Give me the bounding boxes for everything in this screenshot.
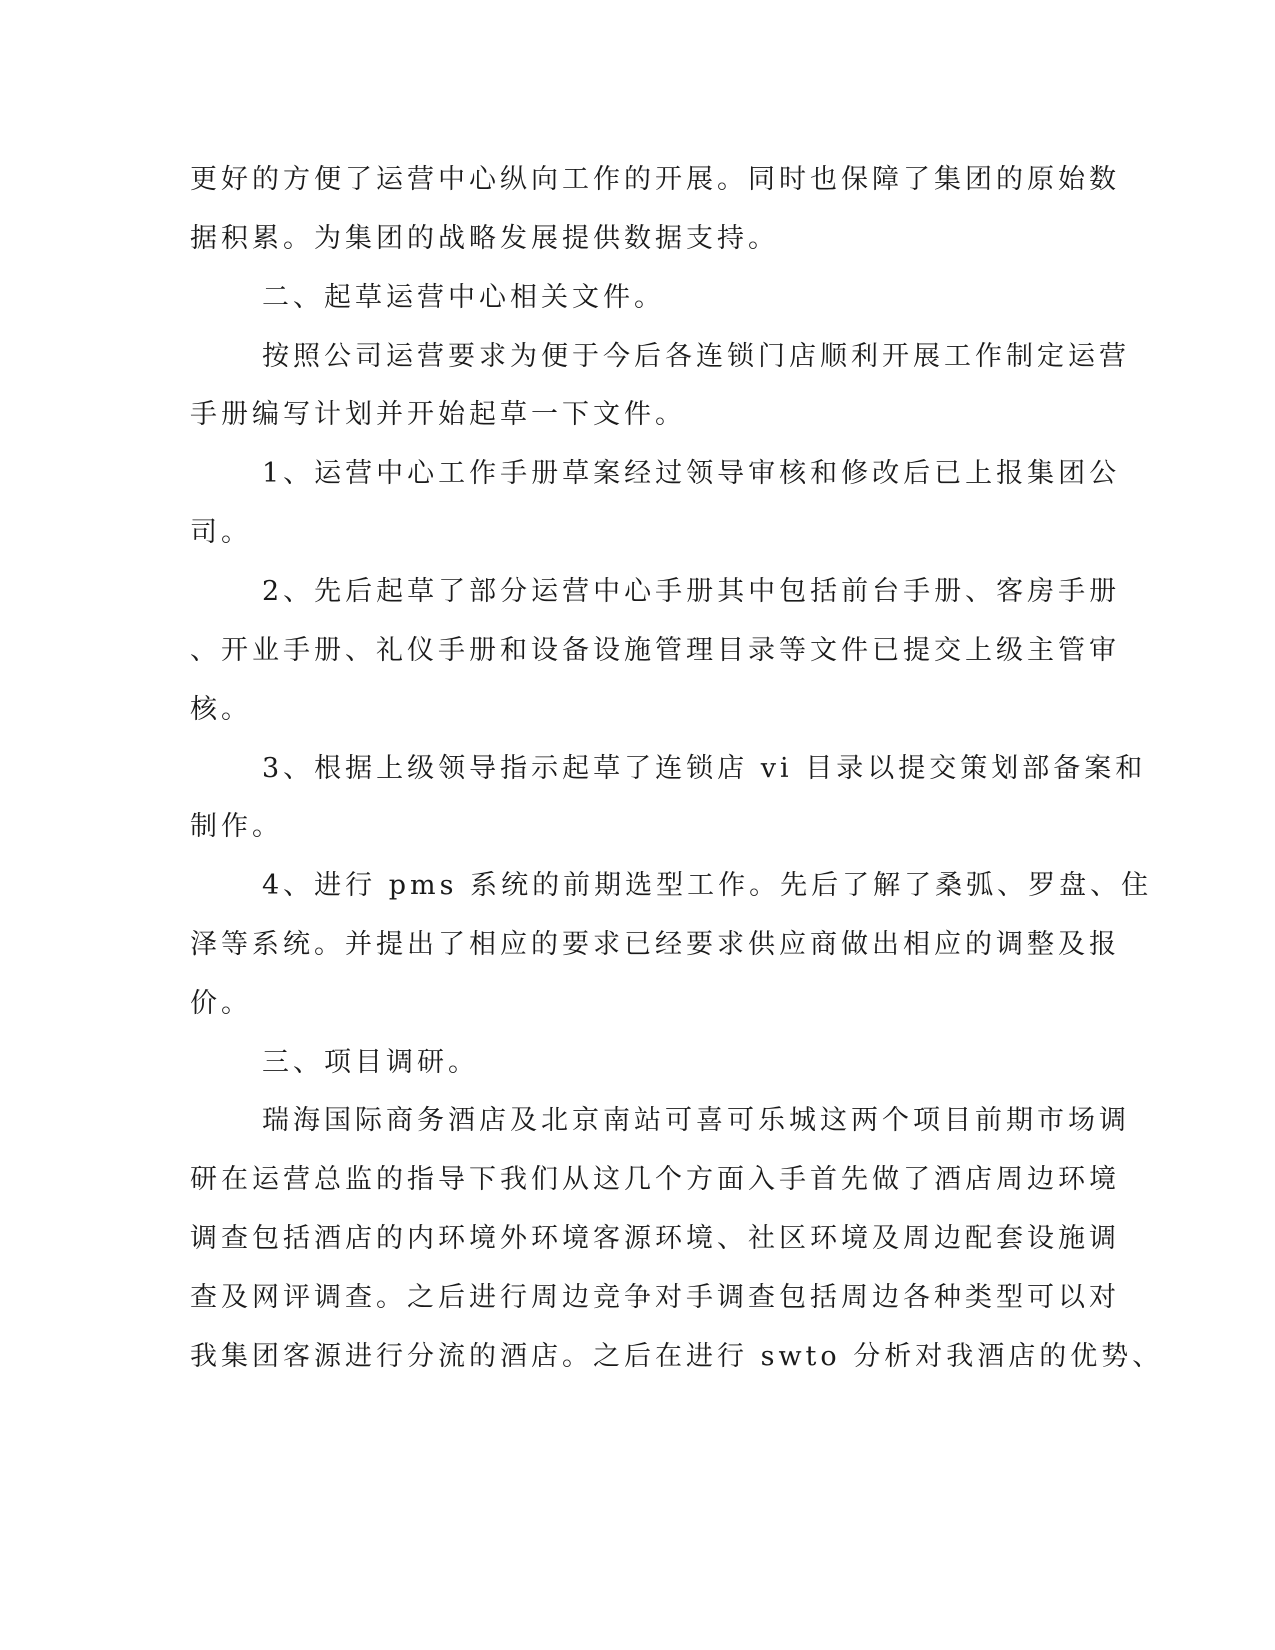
list-item-line: 4、进行 pms 系统的前期选型工作。先后了解了桑弧、罗盘、住 <box>262 870 1153 901</box>
list-item-line: 泽等系统。并提出了相应的要求已经要求供应商做出相应的调整及报 <box>190 929 1120 960</box>
list-item-line: 、开业手册、礼仪手册和设备设施管理目录等文件已提交上级主管审 <box>190 635 1120 666</box>
paragraph-line: 瑞海国际商务酒店及北京南站可喜可乐城这两个项目前期市场调 <box>262 1105 1130 1136</box>
paragraph-line: 调查包括酒店的内环境外环境客源环境、社区环境及周边配套设施调 <box>190 1223 1120 1254</box>
list-item-line: 核。 <box>190 694 252 725</box>
paragraph-line: 研在运营总监的指导下我们从这几个方面入手首先做了酒店周边环境 <box>190 1164 1120 1195</box>
list-item-line: 3、根据上级领导指示起草了连锁店 vi 目录以提交策划部备案和 <box>262 753 1147 784</box>
section-heading: 三、项目调研。 <box>262 1047 479 1078</box>
list-item-line: 2、先后起草了部分运营中心手册其中包括前台手册、客房手册 <box>262 576 1121 607</box>
paragraph-line: 查及网评调查。之后进行周边竞争对手调查包括周边各种类型可以对 <box>190 1282 1120 1313</box>
paragraph-line: 更好的方便了运营中心纵向工作的开展。同时也保障了集团的原始数 <box>190 164 1120 195</box>
list-item-line: 司。 <box>190 517 252 548</box>
list-item-line: 价。 <box>190 988 252 1019</box>
section-heading: 二、起草运营中心相关文件。 <box>262 282 665 313</box>
paragraph-line: 我集团客源进行分流的酒店。之后在进行 swto 分析对我酒店的优势、 <box>190 1341 1164 1372</box>
paragraph-line: 据积累。为集团的战略发展提供数据支持。 <box>190 223 779 254</box>
list-item-line: 1、运营中心工作手册草案经过领导审核和修改后已上报集团公 <box>262 458 1121 489</box>
paragraph-line: 按照公司运营要求为便于今后各连锁门店顺利开展工作制定运营 <box>262 341 1130 372</box>
list-item-line: 制作。 <box>190 811 283 842</box>
paragraph-line: 手册编写计划并开始起草一下文件。 <box>190 399 686 430</box>
